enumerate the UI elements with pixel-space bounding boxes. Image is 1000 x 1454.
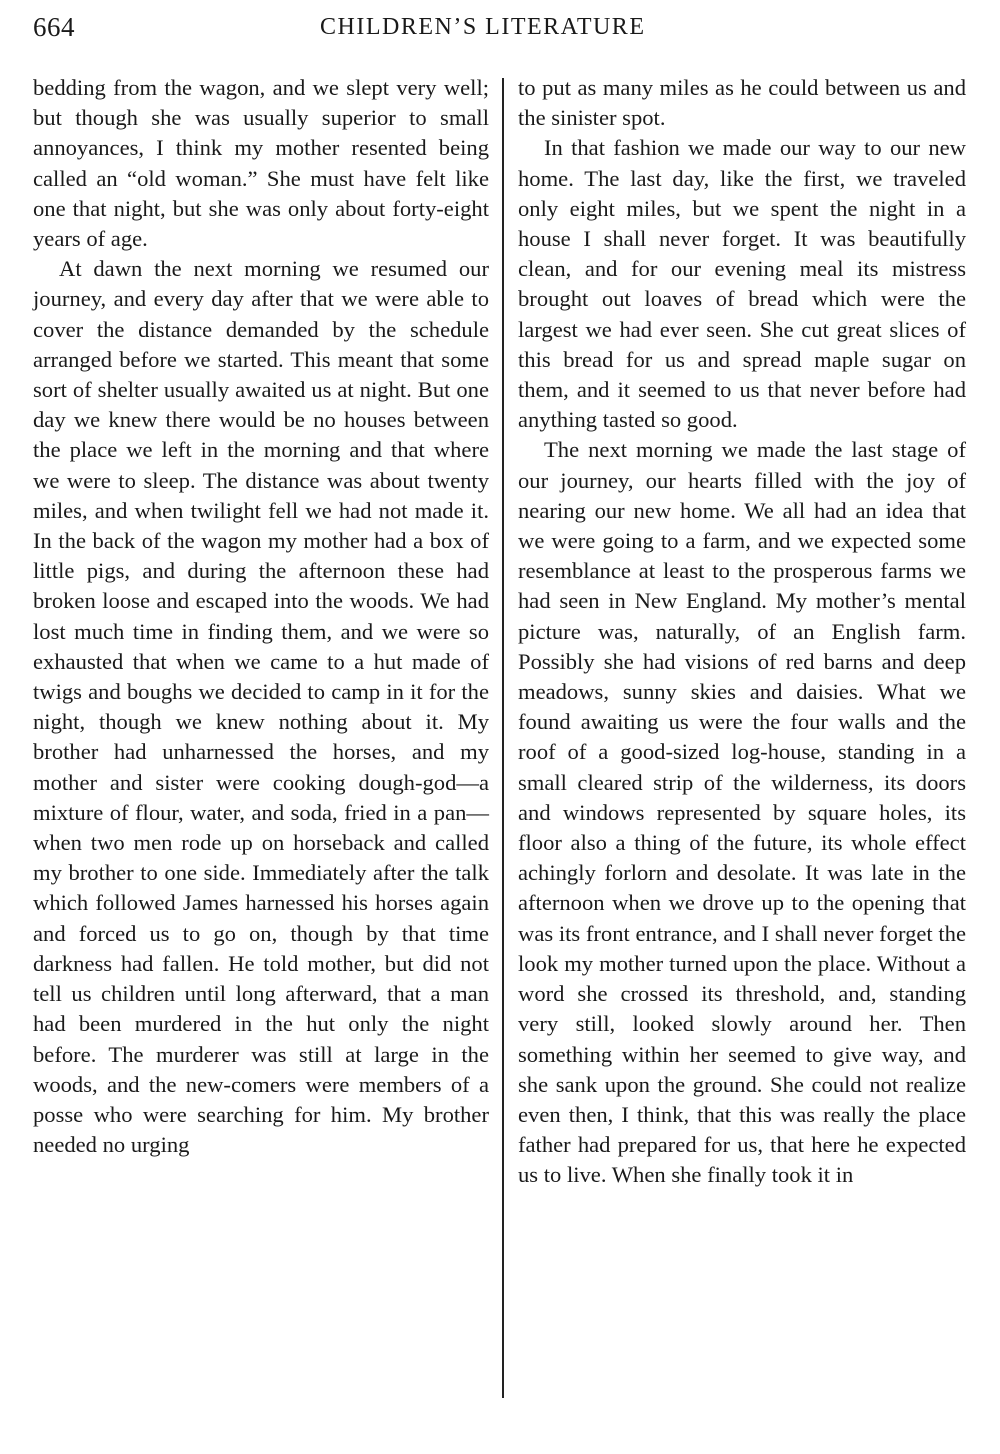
running-head-title: CHILDREN’S LITERATURE bbox=[320, 14, 646, 40]
right-paragraph: In that fashion we made our way to our new home. The last day, like the first, we traveled only eight miles, but we spent the night in a house I shall never forget. It was beautifully clean, and for our evening meal its mistress brought out loaves of bread which were the largest we had ever seen. She cut great slices of this bread for us and spread maple sugar on them, and it seemed to us that never before had anything tasted so good. bbox=[518, 135, 966, 433]
column-divider bbox=[502, 78, 504, 1398]
right-paragraph-continued: to put as many miles as he could between us and the sinister spot. bbox=[518, 75, 966, 131]
left-column bbox=[33, 73, 489, 1160]
right-column bbox=[518, 73, 966, 1191]
right-paragraph: The next morning we made the last stage of our journey, our hearts filled with the joy of nearing our new home. We all had an idea that we were going to a farm, and we expected some resemblance at least to the prosperous farms we had seen in New England. My mother’s mental picture was, naturally, of an English farm. Possibly she had visions of red barns and deep meadows, sunny skies and daisies. What we found awaiting us were the four walls and the roof of a good-sized log-house, standing in a small cleared strip of the wilderness, its doors and windows represented by square holes, its floor also a thing of the future, its whole effect achingly forlorn and desolate. It was late in the afternoon when we drove up to the opening that was its front entrance, and I shall never forget the look my mother turned upon the place. Without a word she crossed its threshold, and, standing very still, looked slowly around her. Then something within her seemed to give way, and she sank upon the ground. She could not realize even then, I think, that this was really the place father had prepared for us, that here he expected us to live. When she finally took it in bbox=[518, 437, 966, 1188]
left-paragraph: At dawn the next morning we resumed our journey, and every day after that we were able to cover the distance demanded by the schedule arranged before we started. This meant that some sort of shelter usually awaited us at night. But one day we knew there would be no houses between the place we left in the morning and that where we were to sleep. The distance was about twenty miles, and when twilight fell we had not made it. In the back of the wagon my mother had a box of little pigs, and during the afternoon these had broken loose and escaped into the woods. We had lost much time in finding them, and we were so exhausted that when we came to a hut made of twigs and boughs we decided to camp in it for the night, though we knew nothing about it. My brother had unharnessed the horses, and my mother and sister were cooking dough-god—a mixture of flour, water, and soda, fried in a pan—when two men rode up on horseback and called my brother to one side. Immediately after the talk which followed James harnessed his horses again and forced us to go on, though by that time darkness had fallen. He told mother, but did not tell us children until long afterward, that a man had been murdered in the hut only the night before. The murderer was still at large in the woods, and the new-comers were members of a posse who were searching for him. My brother needed no urging bbox=[33, 256, 489, 1158]
left-paragraph-continued: bedding from the wagon, and we slept very well; but though she was usually superior to small annoyances, I think my mother resented being called an “old woman.” She must have felt like one that night, but she was only about forty-eight years of age. bbox=[33, 75, 489, 252]
page-number: 664 bbox=[33, 12, 75, 42]
